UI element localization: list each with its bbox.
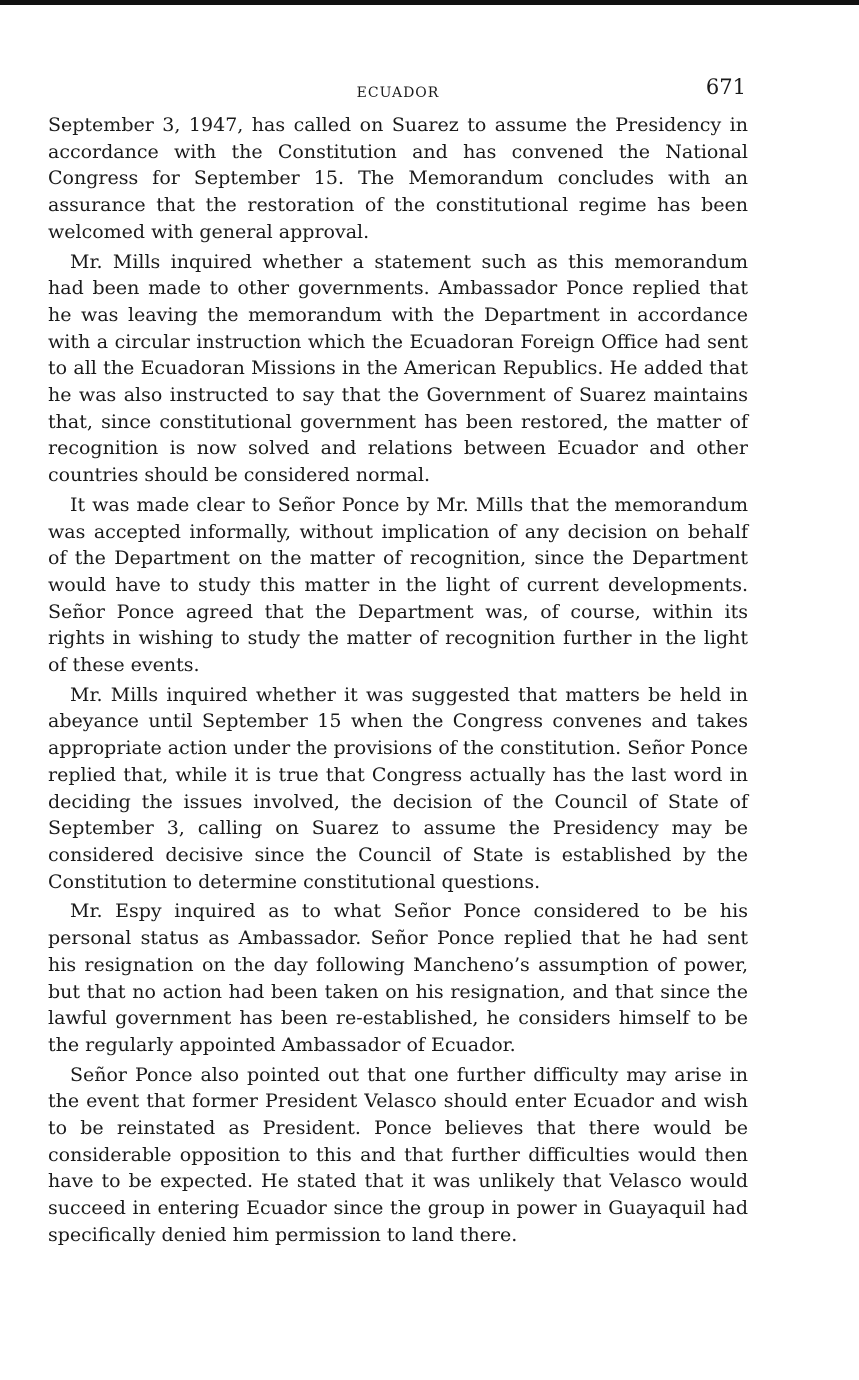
page-number: 671 [705,75,746,99]
document-page [48,72,748,1252]
paragraph-abeyance-inquiry: Mr. Mills inquired whether it was suggested that matters be held in abeyance until September 15 when the Congress convenes and takes appropriate action under the provisions of the constitution. Señor Ponce replied that, while it is true that Congress actually has the last word in deciding the issues involved, the decision of the Council of State of September 3, calling on Suarez to assume the Presidency may be considered decisive since the Council of State is established by the Constitution to determine constitutional questions. [48,683,748,893]
top-edge-rule [0,0,859,5]
running-title: ECUADOR [356,85,440,101]
paragraph-velasco-difficulty: Señor Ponce also pointed out that one further difficulty may arise in the event that former President Velasco should enter Ecuador and wish to be reinstated as President. Ponce believes that there would be considerable opposition to this and that further difficulties would then have to be expected. He stated that it was unlikely that Velasco would succeed in entering Ecuador since the group in power in Guayaquil had specifically denied him permission to land there. [48,1063,748,1246]
paragraph-memorandum-informal: It was made clear to Señor Ponce by Mr. Mills that the memorandum was accepted informally, without implication of any decision on behalf of the Department on the matter of recognition, since the Department would have to study this matter in the light of current developments. Señor Ponce agreed that the Department was, of course, within its rights in wishing to study the matter of recognition further in the light of these events. [48,493,748,677]
body-text [48,112,748,1249]
paragraph-mills-inquiry-statement: Mr. Mills inquired whether a statement such as this memorandum had been made to other governments. Ambassador Ponce replied that he was leaving the memorandum with the Department in accordance with a circular instruction which the Ecuadoran Foreign Office had sent to all the Ecuadoran Missions in the American Republics. He added that he was also instructed to say that the Government of Suarez maintains that, since constitutional government has been restored, the matter of recognition is now solved and relations between Ecuador and other countries should be considered normal. [48,250,748,487]
paragraph-continuation: September 3, 1947, has called on Suarez to assume the Presidency in accordance with the Constitution and has convened the National Congress for September 15. The Memorandum concludes with an assurance that the restoration of the constitutional regime has been welcomed with general approval. [48,114,748,243]
running-head [48,72,748,112]
paragraph-ambassador-status: Mr. Espy inquired as to what Señor Ponce considered to be his personal status as Ambassador. Señor Ponce replied that he had sent his resignation on the day following Mancheno’s assumption of power, but that no action had been taken on his resignation, and that since the lawful government has been re-established, he considers himself to be the regularly appointed Ambassador of Ecuador. [48,900,748,1056]
